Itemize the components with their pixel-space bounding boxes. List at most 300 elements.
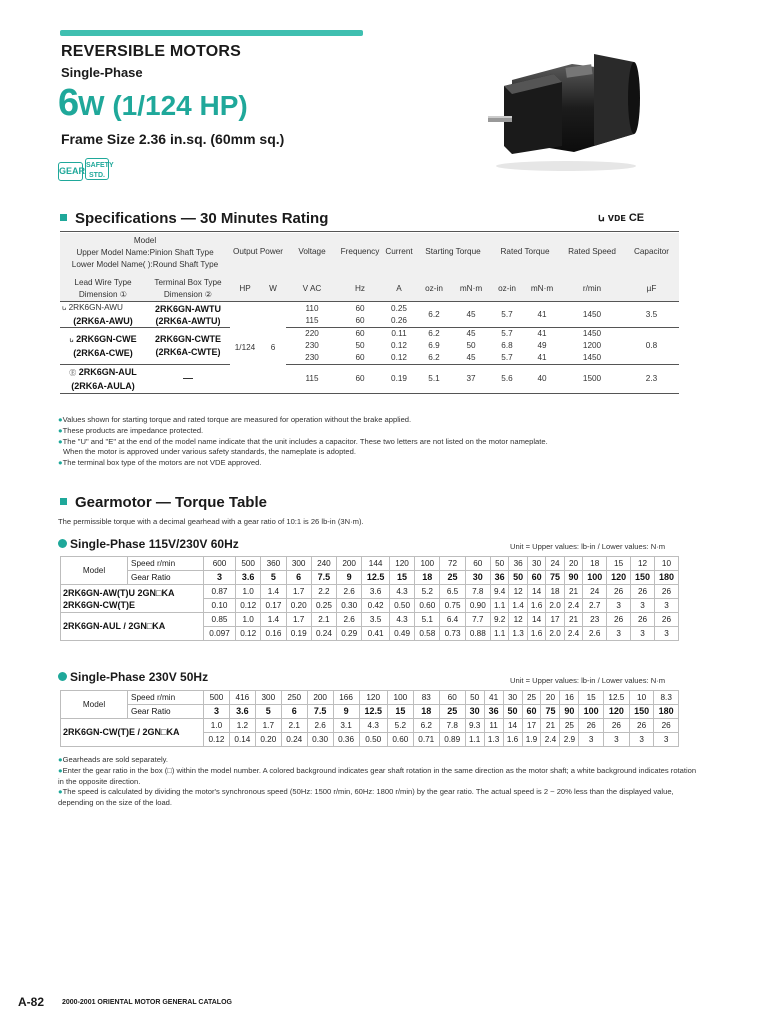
table-cell: 5.2 bbox=[415, 585, 440, 599]
table-cell: 0.097 bbox=[204, 627, 236, 641]
specifications-notes bbox=[58, 415, 698, 469]
table-cell: 3.5 bbox=[362, 613, 390, 627]
unit-ozin-2: oz-in bbox=[490, 277, 524, 302]
model-lead-cwe: 2RK6GN-CWE bbox=[76, 333, 137, 344]
rated-torque-header: Rated Torque bbox=[490, 233, 560, 271]
gear-badge: GEAR bbox=[58, 162, 83, 181]
table-60hz-heading bbox=[58, 537, 239, 551]
table-cell: 12.5 bbox=[359, 705, 387, 719]
table-cell: 20 bbox=[541, 691, 560, 705]
table-cell: 6.2 bbox=[413, 719, 439, 733]
lead-wire-header: Lead Wire Type bbox=[60, 277, 146, 289]
table-cell: 6 bbox=[281, 705, 307, 719]
table-cell: 90 bbox=[564, 571, 582, 585]
rated-speed-cell: 1450 bbox=[560, 328, 624, 341]
table-cell: 36 bbox=[509, 557, 527, 571]
table-cell: 100 bbox=[579, 705, 604, 719]
table-cell: 1.9 bbox=[522, 733, 541, 747]
table-cell: 120 bbox=[607, 571, 631, 585]
table-cell: 30 bbox=[465, 705, 484, 719]
table-cell: 9 bbox=[333, 705, 359, 719]
table-cell: 2.6 bbox=[583, 627, 607, 641]
table-cell: 150 bbox=[631, 571, 655, 585]
table-cell: 1.0 bbox=[204, 719, 230, 733]
table-cell: 4.3 bbox=[389, 613, 414, 627]
hp-value: 1/124 bbox=[230, 302, 260, 394]
table-row bbox=[61, 719, 679, 733]
table-cell: 1.1 bbox=[465, 733, 484, 747]
note-item: ●The "U" and "E" at the end of the model name indicate that the unit includes a capacitor. These two letters are not listed on the motor nameplate. bbox=[58, 436, 548, 446]
unit-hz: Hz bbox=[338, 277, 382, 302]
table-cell: 0.17 bbox=[261, 599, 286, 613]
model-term-cwte-round: (2RK6A-CWTE) bbox=[155, 347, 221, 357]
table-cell: 1.6 bbox=[503, 733, 522, 747]
table-cell: 7.8 bbox=[465, 585, 490, 599]
model-term-cwte: 2RK6GN-CWTE bbox=[154, 334, 221, 344]
table-cell: 180 bbox=[654, 705, 679, 719]
frequency-cell: 60 bbox=[355, 353, 365, 362]
model-header: Model bbox=[61, 557, 128, 585]
voltage-cell: 115 bbox=[286, 365, 338, 394]
starting-torque-oz: 6.2 bbox=[416, 328, 452, 341]
table-cell: 3 bbox=[629, 733, 654, 747]
rated-speed-cell: 1500 bbox=[560, 365, 624, 394]
unit-vac: V AC bbox=[286, 277, 338, 302]
table-cell: 2.4 bbox=[564, 599, 582, 613]
table-cell: 12 bbox=[509, 585, 527, 599]
table-cell: 26 bbox=[654, 719, 679, 733]
table-cell: 2RK6GN-AUL / 2GN□KA bbox=[61, 613, 204, 641]
rated-speed-header: Rated Speed bbox=[560, 233, 624, 271]
table-cell: 3 bbox=[654, 627, 678, 641]
unit-ozin: oz-in bbox=[416, 277, 452, 302]
table-cell: 3.6 bbox=[229, 705, 255, 719]
table-cell: 0.30 bbox=[337, 599, 362, 613]
table-cell: 3.6 bbox=[236, 571, 261, 585]
starting-torque-nm: 45 bbox=[452, 328, 490, 341]
table-cell: 2.7 bbox=[583, 599, 607, 613]
table-cell: 0.50 bbox=[389, 599, 414, 613]
table-cell: 3 bbox=[654, 599, 678, 613]
table-cell: 60 bbox=[522, 705, 541, 719]
table-cell: 5 bbox=[255, 705, 281, 719]
table-cell: 5.1 bbox=[415, 613, 440, 627]
table-cell: 7.8 bbox=[439, 719, 465, 733]
table-60hz-title: Single-Phase 115V/230V 60Hz bbox=[70, 537, 239, 551]
table-cell: 41 bbox=[484, 691, 503, 705]
table-cell: 0.16 bbox=[261, 627, 286, 641]
starting-torque-nm: 50 bbox=[466, 341, 476, 350]
table-cell: 50 bbox=[503, 705, 522, 719]
table-cell: 3 bbox=[607, 627, 631, 641]
table-cell: 0.12 bbox=[236, 627, 261, 641]
rated-torque-nm: 41 bbox=[537, 353, 547, 362]
current-cell: 0.19 bbox=[382, 365, 416, 394]
starting-torque-nm: 37 bbox=[452, 365, 490, 394]
rated-speed-cell: 1450 bbox=[582, 353, 602, 362]
frequency-cell: 60 bbox=[338, 365, 382, 394]
gearmotor-heading bbox=[60, 494, 267, 511]
unit-nm: mN·m bbox=[452, 277, 490, 302]
capacitor-header: Capacitor bbox=[624, 233, 679, 271]
note-item: ●Gearheads are sold separately. bbox=[58, 755, 168, 764]
table-cell: 9 bbox=[337, 571, 362, 585]
table-cell: 26 bbox=[654, 585, 678, 599]
table-cell: 0.88 bbox=[465, 627, 490, 641]
table-cell: 17 bbox=[522, 719, 541, 733]
table-cell: 1.4 bbox=[261, 585, 286, 599]
table-cell: 5.2 bbox=[387, 719, 413, 733]
voltage-cell: 115 bbox=[305, 316, 319, 325]
current-cell: 0.25 bbox=[382, 302, 416, 316]
accent-bar bbox=[60, 30, 363, 36]
table-cell: 100 bbox=[387, 691, 413, 705]
table-cell: 26 bbox=[631, 585, 655, 599]
table-cell: 21 bbox=[541, 719, 560, 733]
gear-ratio-header: Gear Ratio bbox=[128, 571, 204, 585]
table-cell: 12 bbox=[631, 557, 655, 571]
model-lead-cwe-round: (2RK6A-CWE) bbox=[73, 347, 133, 358]
gearmotor-intro: The permissible torque with a decimal gearhead with a gear ratio of 10:1 is 26 lb-in (3N·m). bbox=[58, 517, 364, 526]
model-lower-note: Lower Model Name( ):Round Shaft Type bbox=[60, 259, 230, 271]
table-cell: 30 bbox=[465, 571, 490, 585]
current-cell: 0.12 bbox=[391, 353, 407, 362]
rated-torque-oz: 5.7 bbox=[490, 328, 524, 341]
table-cell: 2.0 bbox=[546, 599, 564, 613]
current-cell: 0.11 bbox=[382, 328, 416, 341]
table-50hz-title: Single-Phase 230V 50Hz bbox=[70, 670, 209, 684]
table-cell: 0.89 bbox=[439, 733, 465, 747]
frequency-cell: 60 bbox=[355, 316, 365, 325]
note-item: ●The speed is calculated by dividing the motor's synchronous speed (50Hz: 1500 r/min, 60Hz: 1800 r/min) by the gear ratio. The actual speed is 2 ~ 20% less than the displayed value, depending on the size of the load. bbox=[58, 787, 674, 808]
table-cell: 50 bbox=[465, 691, 484, 705]
table-cell: 90 bbox=[560, 705, 579, 719]
table-cell: 1.6 bbox=[527, 599, 545, 613]
rated-torque-oz: 5.7 bbox=[501, 353, 513, 362]
table-cell: 2.1 bbox=[311, 613, 336, 627]
ul-mark-icon: ꭎ bbox=[69, 336, 74, 344]
voltage-cell: 230 bbox=[305, 341, 319, 350]
page-number: A-82 bbox=[18, 995, 45, 1009]
table-cell: 12.5 bbox=[362, 571, 390, 585]
dimension-1: Dimension ① bbox=[60, 289, 146, 302]
unit-note-60hz: Unit = Upper values: lb-in / Lower values: N·m bbox=[510, 542, 666, 551]
bullet-square-icon bbox=[60, 214, 67, 221]
speed-header: Speed r/min bbox=[128, 691, 204, 705]
table-cell: 1.0 bbox=[236, 613, 261, 627]
table-cell: 2.1 bbox=[281, 719, 307, 733]
unit-note-50hz: Unit = Upper values: lb-in / Lower values: N·m bbox=[510, 676, 666, 685]
table-cell: 36 bbox=[484, 705, 503, 719]
starting-torque-oz: 6.9 bbox=[428, 341, 440, 350]
table-cell: 7.7 bbox=[465, 613, 490, 627]
model-lead-awu: 2RK6GN-AWU bbox=[68, 303, 123, 312]
table-cell: 3 bbox=[607, 599, 631, 613]
speed-header: Speed r/min bbox=[128, 557, 204, 571]
table-cell: 25 bbox=[560, 719, 579, 733]
table-cell: 9.3 bbox=[465, 719, 484, 733]
voltage-header: Voltage bbox=[286, 233, 338, 271]
starting-torque-nm: 45 bbox=[466, 353, 476, 362]
rated-speed-cell: 1450 bbox=[560, 302, 624, 328]
starting-torque-nm: 45 bbox=[452, 302, 490, 328]
note-item: ●Values shown for starting torque and rated torque are measured for operation without the brake applied. bbox=[58, 415, 412, 424]
table-cell: 30 bbox=[503, 691, 522, 705]
table-cell: 3 bbox=[654, 733, 679, 747]
table-row bbox=[61, 613, 679, 627]
table-cell: 21 bbox=[564, 613, 582, 627]
table-cell: 60 bbox=[465, 557, 490, 571]
unit-nm-2: mN·m bbox=[524, 277, 560, 302]
table-cell: 416 bbox=[229, 691, 255, 705]
table-cell: 11 bbox=[484, 719, 503, 733]
table-cell: 9.4 bbox=[490, 585, 508, 599]
unit-uf: µF bbox=[624, 277, 679, 302]
rated-torque-oz: 5.7 bbox=[490, 302, 524, 328]
rated-torque-nm: 49 bbox=[537, 341, 547, 350]
table-cell: 0.71 bbox=[413, 733, 439, 747]
table-cell: 26 bbox=[579, 719, 604, 733]
table-cell: 75 bbox=[541, 705, 560, 719]
table-cell: 26 bbox=[603, 719, 629, 733]
table-cell: 3 bbox=[204, 571, 236, 585]
table-cell: 50 bbox=[490, 557, 508, 571]
specifications-table bbox=[60, 233, 679, 394]
bullet-square-icon bbox=[60, 498, 67, 505]
power-unit: W (1/124 HP) bbox=[78, 90, 248, 121]
table-cell: 3 bbox=[579, 733, 604, 747]
bullet-dot-icon bbox=[58, 539, 67, 548]
phase-subtitle: Single-Phase bbox=[61, 65, 143, 80]
table-cell: 0.41 bbox=[362, 627, 390, 641]
rated-speed-cell: 1200 bbox=[582, 341, 602, 350]
model-header: Model bbox=[133, 236, 157, 245]
specifications-title: Specifications — 30 Minutes Rating bbox=[75, 210, 329, 227]
table-cell: 17 bbox=[546, 613, 564, 627]
table-cell: 1.7 bbox=[286, 585, 311, 599]
table-cell: 3 bbox=[204, 705, 230, 719]
table-cell: 1.1 bbox=[490, 627, 508, 641]
table-cell: 0.24 bbox=[311, 627, 336, 641]
frequency-cell: 60 bbox=[338, 328, 382, 341]
current-cell: 0.26 bbox=[391, 316, 407, 325]
table-cell: 2.2 bbox=[311, 585, 336, 599]
table-cell: 0.60 bbox=[387, 733, 413, 747]
unit-w: W bbox=[260, 277, 286, 302]
voltage-cell: 110 bbox=[286, 302, 338, 316]
note-item: When the motor is approved under various safety standards, the nameplate is adopted. bbox=[63, 447, 356, 457]
table-cell: 144 bbox=[362, 557, 390, 571]
model-upper-note: Upper Model Name:Pinion Shaft Type bbox=[60, 247, 230, 259]
table-cell: 83 bbox=[413, 691, 439, 705]
gear-ratio-header: Gear Ratio bbox=[128, 705, 204, 719]
table-cell: 0.30 bbox=[307, 733, 333, 747]
model-header: Model bbox=[61, 691, 128, 719]
power-number: 6 bbox=[58, 82, 79, 124]
table-cell: 2.6 bbox=[337, 613, 362, 627]
starting-torque-oz: 6.2 bbox=[416, 302, 452, 328]
unit-rmin: r/min bbox=[560, 277, 624, 302]
table-cell: 26 bbox=[629, 719, 654, 733]
table-cell: 0.20 bbox=[286, 599, 311, 613]
table-cell: 0.19 bbox=[286, 627, 311, 641]
table-cell: 1.7 bbox=[255, 719, 281, 733]
table-cell: 26 bbox=[607, 613, 631, 627]
rated-torque-nm: 41 bbox=[524, 302, 560, 328]
unit-hp: HP bbox=[230, 277, 260, 302]
unit-a: A bbox=[382, 277, 416, 302]
table-cell: 3 bbox=[603, 733, 629, 747]
starting-torque-oz: 6.2 bbox=[428, 353, 440, 362]
table-cell: 2.4 bbox=[564, 627, 582, 641]
ul-mark-icon: ꭎ bbox=[62, 305, 67, 312]
frequency-header: Frequency bbox=[338, 233, 382, 271]
table-cell: 3.6 bbox=[362, 585, 390, 599]
table-cell: 26 bbox=[654, 613, 678, 627]
table-cell: 5 bbox=[261, 571, 286, 585]
table-cell: 26 bbox=[607, 585, 631, 599]
table-cell: 1.2 bbox=[229, 719, 255, 733]
table-cell: 4.3 bbox=[359, 719, 387, 733]
table-cell: 60 bbox=[527, 571, 545, 585]
table-cell: 0.60 bbox=[415, 599, 440, 613]
note-item: ●These products are impedance protected. bbox=[58, 425, 204, 435]
starting-torque-oz: 5.1 bbox=[416, 365, 452, 394]
capacitor-cell: 0.8 bbox=[624, 328, 679, 365]
table-cell: 3 bbox=[631, 627, 655, 641]
table-cell: 0.12 bbox=[204, 733, 230, 747]
rated-torque-nm: 41 bbox=[524, 328, 560, 341]
specifications-heading bbox=[60, 210, 328, 227]
dimension-2: Dimension ② bbox=[146, 289, 230, 302]
rated-torque-oz: 6.8 bbox=[501, 341, 513, 350]
table-cell: 18 bbox=[546, 585, 564, 599]
capacitor-cell: 3.5 bbox=[624, 302, 679, 328]
table-row bbox=[61, 585, 679, 599]
table-cell: 1.7 bbox=[286, 613, 311, 627]
table-cell: 120 bbox=[389, 557, 414, 571]
model-lead-aul-round: (2RK6A-AULA) bbox=[71, 380, 135, 391]
voltage-cell: 230 bbox=[305, 353, 319, 362]
table-cell: 24 bbox=[583, 585, 607, 599]
terminal-box-header: Terminal Box Type bbox=[146, 277, 230, 289]
table-cell: 2.6 bbox=[307, 719, 333, 733]
power-heading bbox=[58, 82, 248, 125]
table-cell: 2.6 bbox=[337, 585, 362, 599]
table-cell: 6.5 bbox=[440, 585, 465, 599]
table-cell: 180 bbox=[654, 571, 678, 585]
table-cell: 150 bbox=[629, 705, 654, 719]
model-term-awtu-round: (2RK6A-AWTU) bbox=[155, 316, 221, 326]
table-cell: 250 bbox=[281, 691, 307, 705]
csa-mark-icon: Ⓔ bbox=[69, 369, 77, 377]
table-cell: 2RK6GN-AW(T)U 2GN□KA 2RK6GN-CW(T)E bbox=[61, 585, 204, 613]
note-item: ●The terminal box type of the motors are not VDE approved. bbox=[58, 458, 262, 468]
starting-torque-header: Starting Torque bbox=[416, 233, 490, 271]
table-50hz-heading bbox=[58, 670, 208, 684]
table-cell: 2RK6GN-CW(T)E / 2GN□KA bbox=[61, 719, 204, 747]
torque-table-60hz bbox=[60, 556, 679, 641]
table-cell: 30 bbox=[527, 557, 545, 571]
table-cell: 25 bbox=[439, 705, 465, 719]
table-cell: 26 bbox=[631, 613, 655, 627]
table-cell: 7.5 bbox=[311, 571, 336, 585]
table-cell: 1.3 bbox=[509, 627, 527, 641]
table-cell: 120 bbox=[359, 691, 387, 705]
table-cell: 15 bbox=[387, 705, 413, 719]
table-cell: 0.14 bbox=[229, 733, 255, 747]
table-cell: 25 bbox=[522, 691, 541, 705]
table-cell: 16 bbox=[560, 691, 579, 705]
table-cell: 0.29 bbox=[337, 627, 362, 641]
table-cell: 18 bbox=[413, 705, 439, 719]
table-cell: 14 bbox=[527, 585, 545, 599]
table-cell: 1.3 bbox=[484, 733, 503, 747]
output-power-header: Output Power bbox=[230, 233, 286, 271]
table-cell: 14 bbox=[527, 613, 545, 627]
w-value: 6 bbox=[260, 302, 286, 394]
note-item: ●Enter the gear ratio in the box (□) within the model number. A colored background indicates gear shaft rotation in the same direction as the motor shaft; a white background indicates rotation in the opposite direction. bbox=[58, 765, 697, 786]
table-cell: 2.0 bbox=[546, 627, 564, 641]
table-cell: 500 bbox=[204, 691, 230, 705]
table-cell: 24 bbox=[546, 557, 564, 571]
table-cell: 200 bbox=[307, 691, 333, 705]
table-cell: 0.87 bbox=[204, 585, 236, 599]
capacitor-cell: 2.3 bbox=[624, 365, 679, 394]
table-cell: 10 bbox=[654, 557, 678, 571]
table-cell: 100 bbox=[583, 571, 607, 585]
rated-torque-nm: 40 bbox=[524, 365, 560, 394]
table-cell: 0.49 bbox=[389, 627, 414, 641]
table-cell: 36 bbox=[490, 571, 508, 585]
table-cell: 0.20 bbox=[255, 733, 281, 747]
table-cell: 23 bbox=[583, 613, 607, 627]
table-cell: 7.5 bbox=[307, 705, 333, 719]
table-cell: 18 bbox=[583, 557, 607, 571]
table-cell: 6.4 bbox=[440, 613, 465, 627]
table-cell: 0.73 bbox=[440, 627, 465, 641]
motor-image bbox=[484, 42, 649, 174]
frequency-cell: 50 bbox=[355, 341, 365, 350]
table-cell: 0.58 bbox=[415, 627, 440, 641]
certification-marks: ꭎ ᴠᴅᴇ CE bbox=[598, 212, 645, 224]
table-cell: 3 bbox=[631, 599, 655, 613]
table-cell: 200 bbox=[337, 557, 362, 571]
table-cell: 2.9 bbox=[560, 733, 579, 747]
table-cell: 0.24 bbox=[281, 733, 307, 747]
table-cell: 6 bbox=[286, 571, 311, 585]
table-cell: 4.3 bbox=[389, 585, 414, 599]
table-cell: 21 bbox=[564, 585, 582, 599]
table-cell: 15 bbox=[579, 691, 604, 705]
table-cell: 75 bbox=[546, 571, 564, 585]
table-cell: 300 bbox=[286, 557, 311, 571]
table-cell: 15 bbox=[389, 571, 414, 585]
table-cell: 0.12 bbox=[236, 599, 261, 613]
table-cell: 20 bbox=[564, 557, 582, 571]
model-lead-aul: 2RK6GN-AUL bbox=[78, 366, 137, 377]
table-cell: 0.10 bbox=[204, 599, 236, 613]
table-cell: 0.75 bbox=[440, 599, 465, 613]
table-cell: 500 bbox=[236, 557, 261, 571]
table-cell: 166 bbox=[333, 691, 359, 705]
table-cell: 9.2 bbox=[490, 613, 508, 627]
table-cell: 1.0 bbox=[236, 585, 261, 599]
table-cell: 240 bbox=[311, 557, 336, 571]
gearmotor-notes bbox=[58, 755, 698, 809]
table-cell: 12.5 bbox=[603, 691, 629, 705]
catalog-name: 2000-2001 ORIENTAL MOTOR GENERAL CATALOG bbox=[62, 999, 232, 1006]
